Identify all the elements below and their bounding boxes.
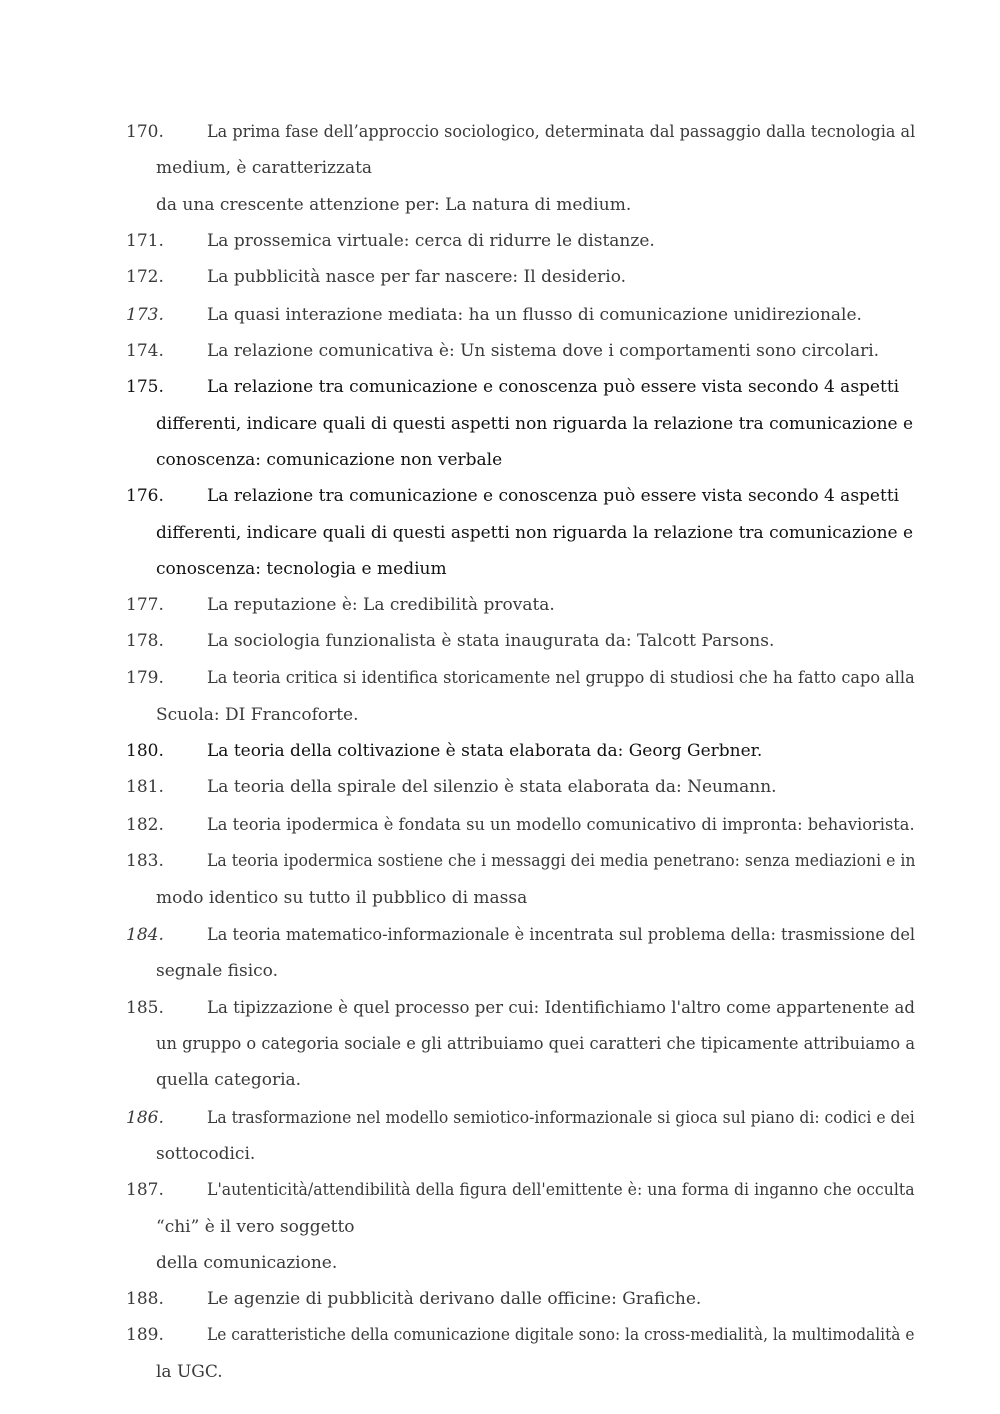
item-number: 175. (126, 377, 164, 397)
item-text-continuation: della comunicazione. (156, 1253, 338, 1273)
item-text: Le caratteristiche della comunicazione digitale sono: la cross-medialità, la multimodalità e (207, 1325, 915, 1345)
item-number: 182. (126, 815, 164, 835)
item-number: 170. (126, 122, 164, 142)
item-number: 180. (126, 741, 164, 761)
item-text: La pubblicità nasce per far nascere: Il desiderio. (207, 267, 627, 287)
item-text: La prossemica virtuale: cerca di ridurre le distanze. (207, 231, 655, 251)
item-text: Le agenzie di pubblicità derivano dalle officine: Grafiche. (207, 1289, 702, 1309)
item-number: 187. (126, 1180, 164, 1200)
item-text: La teoria della spirale del silenzio è stata elaborata da: Neumann. (207, 777, 777, 797)
item-text: La teoria critica si identifica storicamente nel gruppo di studiosi che ha fatto capo alla (207, 668, 915, 688)
item-number: 177. (126, 595, 164, 615)
item-text: La relazione tra comunicazione e conoscenza può essere vista secondo 4 aspetti (207, 486, 900, 506)
item-text-continuation: conoscenza: comunicazione non verbale (156, 450, 503, 470)
item-number: 181. (126, 777, 164, 797)
item-text: La relazione tra comunicazione e conoscenza può essere vista secondo 4 aspetti (207, 377, 900, 397)
item-text-continuation: differenti, indicare quali di questi aspetti non riguarda la relazione tra comunicazione e (156, 414, 914, 434)
item-text: L'autenticità/attendibilità della figura dell'emittente è: una forma di inganno che occulta (207, 1180, 915, 1200)
item-text-continuation: Scuola: DI Francoforte. (156, 705, 359, 725)
item-number: 183. (126, 851, 164, 871)
item-text: La prima fase dell’approccio sociologico, determinata dal passaggio dalla tecnologia al (207, 122, 916, 142)
item-number: 185. (126, 998, 164, 1018)
item-text: La trasformazione nel modello semiotico-informazionale si gioca sul piano di: codici e dei (207, 1108, 915, 1128)
item-number: 171. (126, 231, 164, 251)
item-text: La relazione comunicativa è: Un sistema dove i comportamenti sono circolari. (207, 341, 880, 361)
item-number: 173. (126, 305, 164, 325)
item-number: 176. (126, 486, 164, 506)
item-text-continuation: segnale fisico. (156, 961, 279, 981)
item-number: 174. (126, 341, 164, 361)
item-text: La quasi interazione mediata: ha un flusso di comunicazione unidirezionale. (207, 305, 862, 325)
item-text-continuation: differenti, indicare quali di questi aspetti non riguarda la relazione tra comunicazione e (156, 523, 914, 543)
item-text-continuation: conoscenza: tecnologia e medium (156, 559, 447, 579)
item-number: 179. (126, 668, 164, 688)
item-number: 184. (126, 925, 164, 945)
item-text: La reputazione è: La credibilità provata. (207, 595, 555, 615)
item-text-continuation: medium, è caratterizzata (156, 158, 373, 178)
item-text: La teoria della coltivazione è stata elaborata da: Georg Gerbner. (207, 741, 763, 761)
item-text-continuation: da una crescente attenzione per: La natura di medium. (156, 195, 632, 215)
item-text-continuation: “chi” è il vero soggetto (156, 1217, 355, 1237)
item-text-continuation: sottocodici. (156, 1144, 256, 1164)
item-number: 172. (126, 267, 164, 287)
item-text-continuation: la UGC. (156, 1362, 223, 1382)
item-text: La tipizzazione è quel processo per cui: Identifichiamo l'altro come appartenente ad (207, 998, 915, 1018)
item-number: 188. (126, 1289, 164, 1309)
item-text: La sociologia funzionalista è stata inaugurata da: Talcott Parsons. (207, 631, 775, 651)
item-text-continuation: quella categoria. (156, 1070, 302, 1090)
item-text: La teoria matematico-informazionale è incentrata sul problema della: trasmissione del (207, 925, 916, 945)
item-text: La teoria ipodermica è fondata su un modello comunicativo di impronta: behaviorista. (207, 815, 915, 835)
item-number: 189. (126, 1325, 164, 1345)
item-number: 186. (126, 1108, 164, 1128)
item-text-continuation: modo identico su tutto il pubblico di massa (156, 888, 528, 908)
item-text-continuation: un gruppo o categoria sociale e gli attribuiamo quei caratteri che tipicamente attribuiamo a (156, 1034, 916, 1054)
item-number: 178. (126, 631, 164, 651)
item-text: La teoria ipodermica sostiene che i messaggi dei media penetrano: senza mediazioni e in (207, 851, 916, 871)
